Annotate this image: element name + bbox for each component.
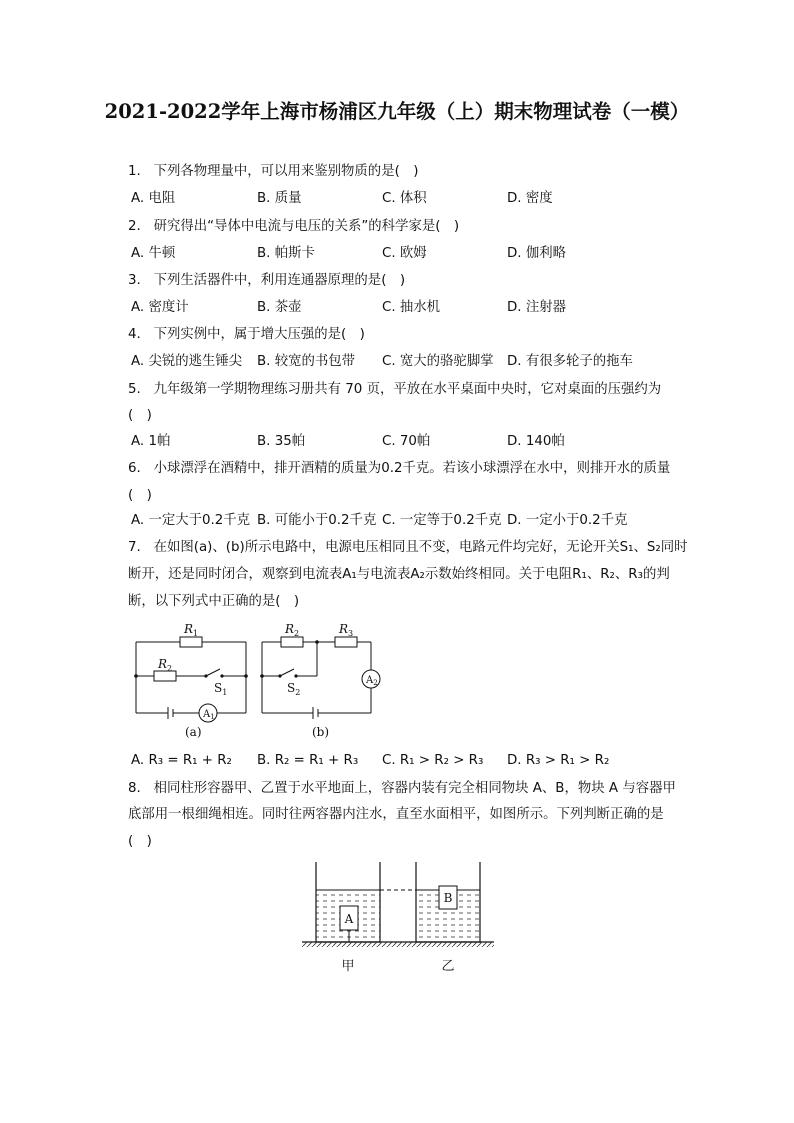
label-a1: $A_1$ [203,709,215,721]
question-6 [128,460,670,478]
option-b: B. 35帕 [257,434,306,449]
question-7 [128,539,688,557]
option-c: C. 抽水机 [382,300,441,315]
resistor-r2-b [281,637,303,647]
label-a2: $A_2$ [366,675,378,687]
label-block-a: A [344,912,354,926]
question-8 [128,780,676,798]
label-r3: $R_3$ [339,622,354,638]
option-b: B. 较宽的书包带 [257,354,356,369]
resistor-r2 [154,671,176,681]
question-5 [128,381,661,399]
question-number: 1. [128,164,141,179]
question-number: 7. [128,540,141,555]
label-r1: $R_1$ [184,622,199,638]
option-a: A. 电阻 [131,191,176,206]
option-d: D. R₃ > R₁ > R₂ [507,753,610,768]
page-title: 2021-2022学年上海市杨浦区九年级（上）期末物理试卷（一模） [104,100,690,123]
label-r2: $R_2$ [158,657,173,673]
answer-bracket: ( ) [128,408,152,423]
circuit-diagrams [128,618,388,746]
option-a: A. 1帕 [131,434,171,449]
option-a: A. 牛顿 [131,246,176,261]
option-c: C. 体积 [382,191,427,206]
option-d: D. 密度 [507,191,553,206]
option-b: B. R₂ = R₁ + R₃ [257,753,359,768]
option-c: C. R₁ > R₂ > R₃ [382,753,484,768]
label-r2-b: $R_2$ [285,622,300,638]
option-b: B. 茶壶 [257,300,302,315]
resistor-r3 [335,637,357,647]
option-a: A. 尖锐的逃生锤尖 [131,354,243,369]
label-s1: $S_1$ [214,681,228,697]
caption-a: (a) [185,725,202,739]
option-b: B. 可能小于0.2千克 [257,513,377,528]
question-text: 研究得出“导体中电流与电压的关系”的科学家是( ) [153,219,460,234]
question-1 [128,163,418,181]
option-b: B. 质量 [257,191,302,206]
question-text: 下列生活器件中，利用连通器原理的是( ) [153,273,406,288]
question-text-line: 底部用一根细绳相连。同时往两容器内注水，直至水面相平，如图所示。下列判断正确的是 [128,807,664,822]
question-text-line: 断，以下列式中正确的是( ) [128,594,300,609]
option-b: B. 帕斯卡 [257,246,315,261]
answer-bracket: ( ) [128,488,152,503]
option-a: A. 一定大于0.2千克 [131,513,251,528]
label-block-b: B [443,891,453,905]
question-number: 2. [128,219,141,234]
question-text: 下列各物理量中，可以用来鉴别物质的是( ) [153,164,419,179]
option-d: D. 有很多轮子的拖车 [507,354,633,369]
question-text-line: ( ) [128,834,152,849]
question-text: 九年级第一学期物理练习册共有 70 页，平放在水平桌面中央时，它对桌面的压强约为 [153,382,662,397]
caption-b: (b) [312,725,330,739]
option-d: D. 伽利略 [507,246,566,261]
containers-diagram [298,856,498,980]
question-3 [128,272,405,290]
question-number: 5. [128,382,141,397]
question-2 [128,218,459,236]
question-text: 在如图(a)、(b)所示电路中，电源电压相同且不变，电路元件均完好，无论开关S₁、S₂同时 [153,540,688,555]
switch-s1 [206,669,220,676]
question-number: 4. [128,327,141,342]
option-c: C. 70帕 [382,434,431,449]
question-text-line: 断开，还是同时闭合，观察到电流表A₁与电流表A₂示数始终相同。关于电阻R₁、R₂、R₃的判 [128,567,670,582]
option-d: D. 140帕 [507,434,565,449]
question-text: 相同柱形容器甲、乙置于水平地面上，容器内装有完全相同物块 A、B，物块 A 与容器甲 [153,781,676,796]
question-text: 下列实例中，属于增大压强的是( ) [153,327,365,342]
option-d: D. 注射器 [507,300,566,315]
question-number: 6. [128,461,141,476]
label-s2: $S_2$ [287,681,301,697]
resistor-r1 [180,637,202,647]
caption-jia: 甲 [341,959,355,974]
option-c: C. 一定等于0.2千克 [382,513,502,528]
option-c: C. 欧姆 [382,246,427,261]
option-a: A. 密度计 [131,300,189,315]
switch-s2 [280,669,294,676]
option-c: C. 宽大的骆驼脚掌 [382,354,494,369]
question-number: 8. [128,781,141,796]
ground [302,942,494,947]
question-number: 3. [128,273,141,288]
option-a: A. R₃ = R₁ + R₂ [131,753,232,768]
option-d: D. 一定小于0.2千克 [507,513,628,528]
question-4 [128,326,365,344]
question-text: 小球漂浮在酒精中，排开酒精的质量为0.2千克。若该小球漂浮在水中，则排开水的质量 [153,461,671,476]
caption-yi: 乙 [441,959,455,974]
